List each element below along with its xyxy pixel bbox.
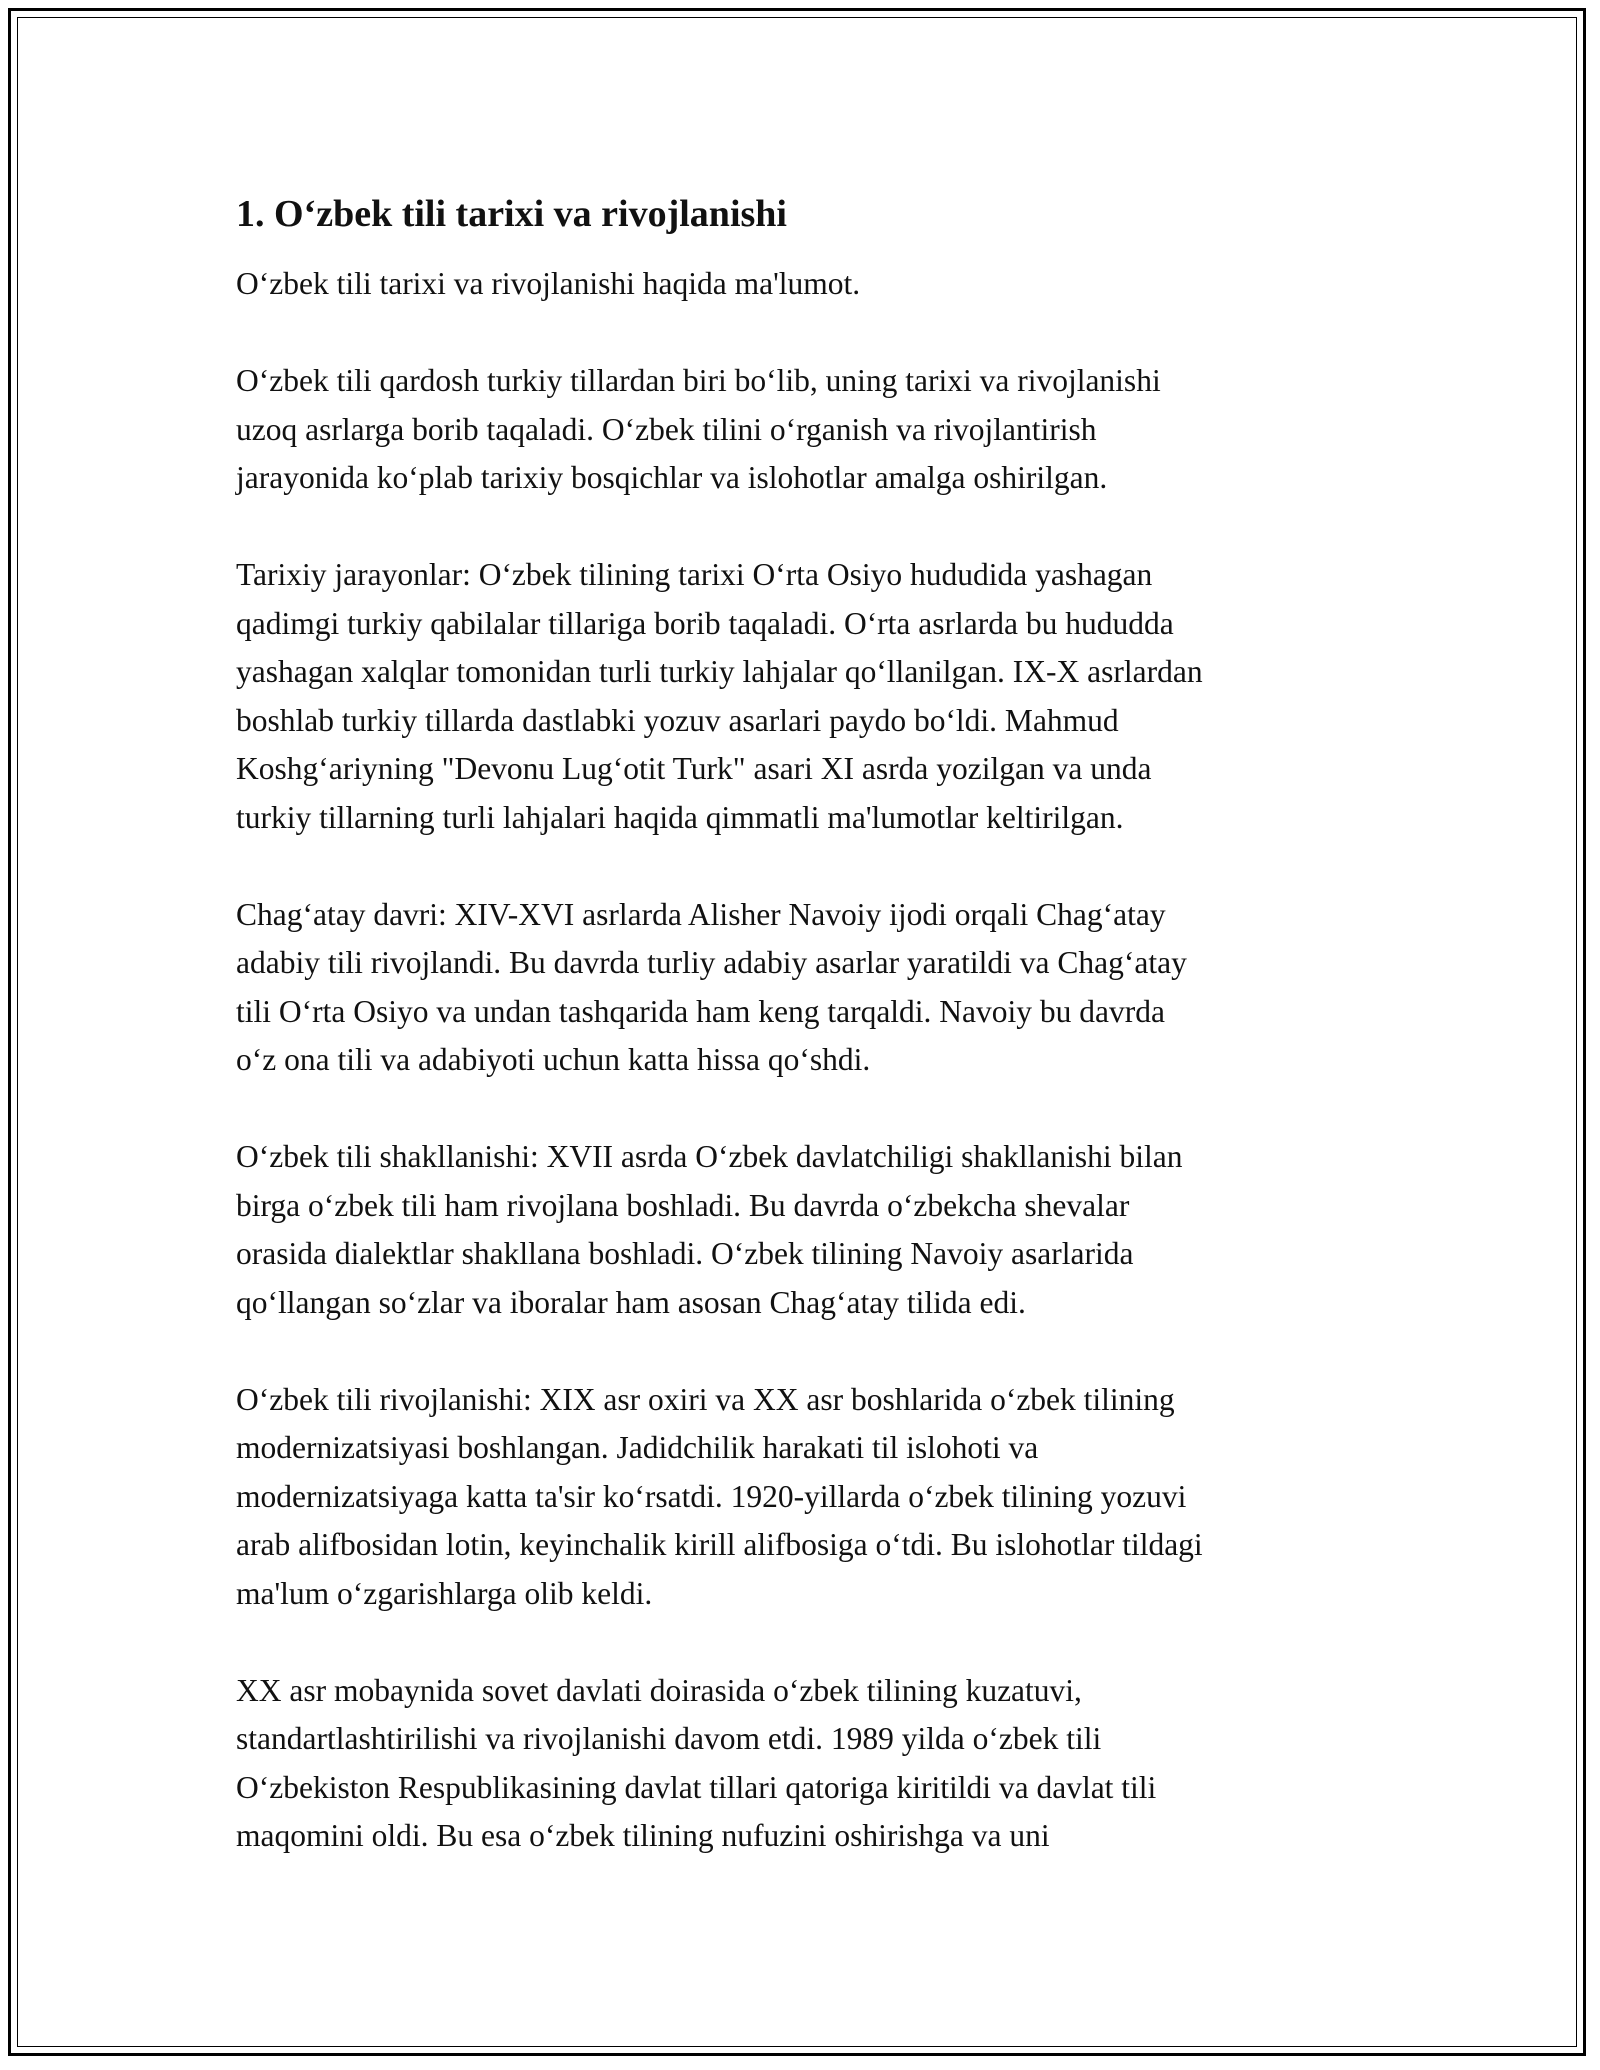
- text-line: uzoq asrlarga borib taqaladi. O‘zbek tilini o‘rganish va rivojlantirish: [236, 411, 1097, 447]
- text-line: O‘zbek tili shakllanishi: XVII asrda O‘zbek davlatchiligi shakllanishi bilan: [236, 1139, 1183, 1174]
- paragraph-historical-processes: [236, 551, 1376, 842]
- text-line: tili O‘rta Osiyo va undan tashqarida ham keng tarqaldi. Navoiy bu davrda: [236, 993, 1165, 1029]
- text-line: qadimgi turkiy qabilalar tillariga borib taqaladi. O‘rta asrlarda bu hududda: [236, 605, 1174, 641]
- paragraph-overview: [236, 357, 1376, 503]
- paragraph-development: [236, 1376, 1376, 1619]
- text-line: jarayonida ko‘plab tarixiy bosqichlar va islohotlar amalga oshirilgan.: [236, 460, 1108, 495]
- text-line: Chag‘atay davri: XIV-XVI asrlarda Alisher Navoiy ijodi orqali Chag‘atay: [236, 896, 1166, 932]
- text-line: yashagan xalqlar tomonidan turli turkiy lahjalar qo‘llanilgan. IX-X asrlardan: [236, 654, 1203, 689]
- document-body: [236, 190, 1376, 1861]
- text-line: arab alifbosidan lotin, keyinchalik kirill alifbosiga o‘tdi. Bu islohotlar tildagi: [236, 1527, 1203, 1562]
- text-line: standartlashtirilishi va rivojlanishi davom etdi. 1989 yilda o‘zbek tili: [236, 1721, 1102, 1756]
- text-line: boshlab turkiy tillarda dastlabki yozuv asarlari paydo bo‘ldi. Mahmud: [236, 702, 1119, 738]
- paragraph-chagatai-period: [236, 891, 1376, 1085]
- text-line: O‘zbek tili tarixi va rivojlanishi haqida ma'lumot.: [236, 266, 861, 301]
- text-line: orasida dialektlar shakllana boshladi. O‘zbek tilining Navoiy asarlarida: [236, 1236, 1134, 1271]
- text-line: O‘zbekiston Respublikasining davlat tillari qatoriga kiritildi va davlat tili: [236, 1769, 1157, 1805]
- paragraph-intro: [236, 260, 1376, 309]
- text-line: Tarixiy jarayonlar: O‘zbek tilining tarixi O‘rta Osiyo hududida yashagan: [236, 557, 1153, 592]
- text-line: turkiy tillarning turli lahjalari haqida qimmatli ma'lumotlar keltirilgan.: [236, 799, 1124, 835]
- text-line: birga o‘zbek tili ham rivojlana boshladi. Bu davrda o‘zbekcha shevalar: [236, 1187, 1130, 1223]
- text-line: XX asr mobaynida sovet davlati doirasida o‘zbek tilining kuzatuvi,: [236, 1672, 1082, 1708]
- paragraph-formation: [236, 1133, 1376, 1327]
- text-line: qo‘llangan so‘zlar va iboralar ham asosan Chag‘atay tilida edi.: [236, 1284, 1026, 1320]
- text-line: ma'lum o‘zgarishlarga olib keldi.: [236, 1575, 653, 1611]
- text-line: modernizatsiyaga katta ta'sir ko‘rsatdi. 1920-yillarda o‘zbek tilining yozuvi: [236, 1478, 1187, 1514]
- document-title: 1. O‘zbek tili tarixi va rivojlanishi: [236, 193, 787, 235]
- text-line: maqomini oldi. Bu esa o‘zbek tilining nufuzini oshirishga va uni: [236, 1818, 1050, 1853]
- text-line: O‘zbek tili qardosh turkiy tillardan biri bo‘lib, uning tarixi va rivojlanishi: [236, 363, 1161, 398]
- text-line: o‘z ona tili va adabiyoti uchun katta hissa qo‘shdi.: [236, 1042, 871, 1077]
- text-line: Koshg‘ariyning "Devonu Lug‘otit Turk" asari XI asrda yozilgan va unda: [236, 751, 1152, 786]
- text-line: adabiy tili rivojlandi. Bu davrda turliy adabiy asarlar yaratildi va Chag‘atay: [236, 945, 1187, 980]
- text-line: modernizatsiyasi boshlangan. Jadidchilik harakati til islohoti va: [236, 1430, 1039, 1465]
- text-line: O‘zbek tili rivojlanishi: XIX asr oxiri va XX asr boshlarida o‘zbek tilining: [236, 1381, 1175, 1417]
- paragraph-soviet-era: [236, 1667, 1376, 1861]
